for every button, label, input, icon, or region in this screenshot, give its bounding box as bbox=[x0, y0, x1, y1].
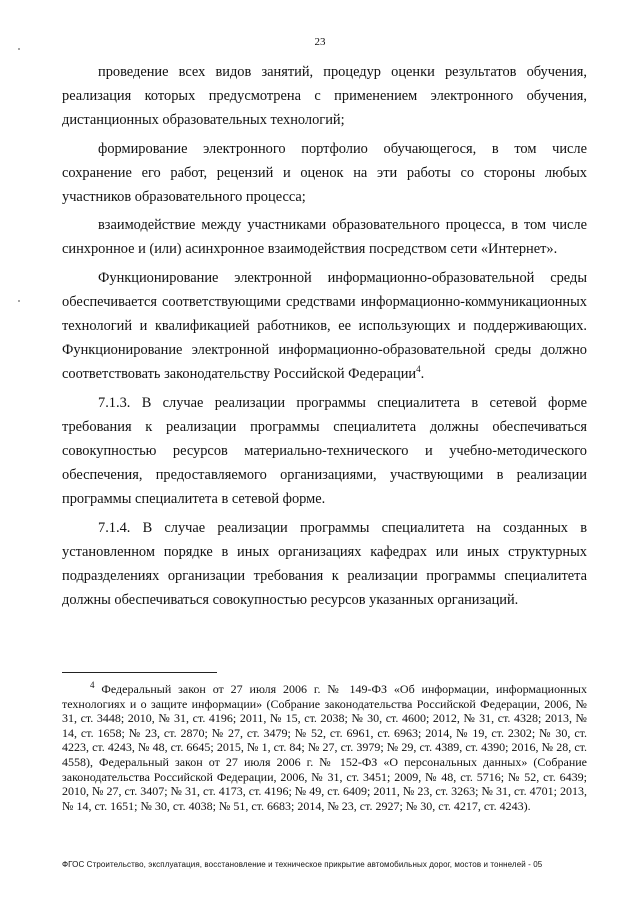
paragraph bbox=[62, 391, 587, 512]
paragraph-text: 7.1.4. В случае реализации программы специалитета на созданных в установленном порядке в иных организациях кафедрах или иных структурных подразделениях организации требования к реализации программы специалитета должны обеспечиваться совокупностью ресурсов указанных организаций. bbox=[62, 519, 587, 609]
page-footer: ФГОС Строительство, эксплуатация, восстановление и техническое прикрытие автомобильных дорог, мостов и тоннелей - 05 bbox=[62, 860, 543, 869]
paragraph bbox=[62, 516, 587, 613]
paragraph bbox=[62, 266, 587, 387]
footnote-separator bbox=[62, 672, 217, 673]
footnote-reference[interactable]: 4 bbox=[416, 364, 421, 375]
paragraph-text: взаимодействие между участниками образовательного процесса, в том числе синхронное и (или) асинхронное взаимодействия посредством сети «Интернет». bbox=[62, 217, 587, 258]
footnote-text: Федеральный закон от 27 июля 2006 г. № 149-ФЗ «Об информации, информационных технологиях и о защите информации» (Собрание законодательства Российской Федерации, 2006, № 31, ст. 3448; 2010, № 31, ст. 4196; 2011, № 15, ст. 2038; № 30, ст. 4600; 2012, № 31, ст. 4328; 2013, № 14, ст. 1658; № 23, ст. 2870; № 27, ст. 3479; № 52, ст. 6961, ст. 6963; 2014, № 19, ст. 2302; № 30, ст. 4223, ст. 4243, № 48, ст. 6645; 2015, № 1, ст. 84; № 27, ст. 3979; № 29, ст. 4389, ст. 4390; 2016, № 28, ст. 4558), Федеральный закон от 27 июля 2006 г. № 152-ФЗ «О персональных данных» (Собрание законодательства Российской Федерации, 2006, № 31, ст. 3451; 2009, № 48, ст. 5716; № 52, ст. 6439; 2010, № 27, ст. 3407; № 31, ст. 4173, ст. 4196; № 49, ст. 6409; 2011, № 23, ст. 3263; № 31, ст. 4701; 2013, № 14, ст. 1651; № 30, ст. 4038; № 51, ст. 6683; 2014, № 23, ст. 2927; № 30, ст. 4217, ст. 4243). bbox=[62, 682, 587, 813]
footnote-number: 4 bbox=[90, 680, 95, 690]
paragraph-text: Функционирование электронной информационно-образовательной среды обеспечивается соответствующими средствами информационно-коммуникационных технологий и квалификацией работников, ее использующих и поддерживающих. Функционирование электронной информационно-образовательной среды должно соответствовать законодательству Российской Федерации bbox=[62, 269, 587, 383]
paragraph bbox=[62, 60, 587, 133]
paragraph-text: проведение всех видов занятий, процедур оценки результатов обучения, реализация которых предусмотрена с применением электронного обучения, дистанционных образовательных технологий; bbox=[62, 64, 587, 129]
footnote bbox=[62, 682, 587, 813]
paragraph bbox=[62, 213, 587, 261]
document-body bbox=[62, 60, 587, 616]
page-number: 23 bbox=[314, 36, 326, 48]
paragraph-text: . bbox=[420, 366, 425, 383]
paragraph-text: формирование электронного портфолио обучающегося, в том числе сохранение его работ, рецензий и оценок на эти работы со стороны любых участников образовательного процесса; bbox=[62, 140, 587, 206]
paragraph bbox=[62, 137, 587, 210]
margin-mark bbox=[18, 48, 20, 50]
paragraph-text: 7.1.3. В случае реализации программы специалитета в сетевой форме требования к реализации программы специалитета должны обеспечиваться совокупностью ресурсов материально-технического и учебно-методического обеспечения, предоставляемого организациями, участвующими в реализации программы специалитета в сетевой форме. bbox=[62, 394, 587, 508]
margin-mark bbox=[18, 300, 20, 302]
